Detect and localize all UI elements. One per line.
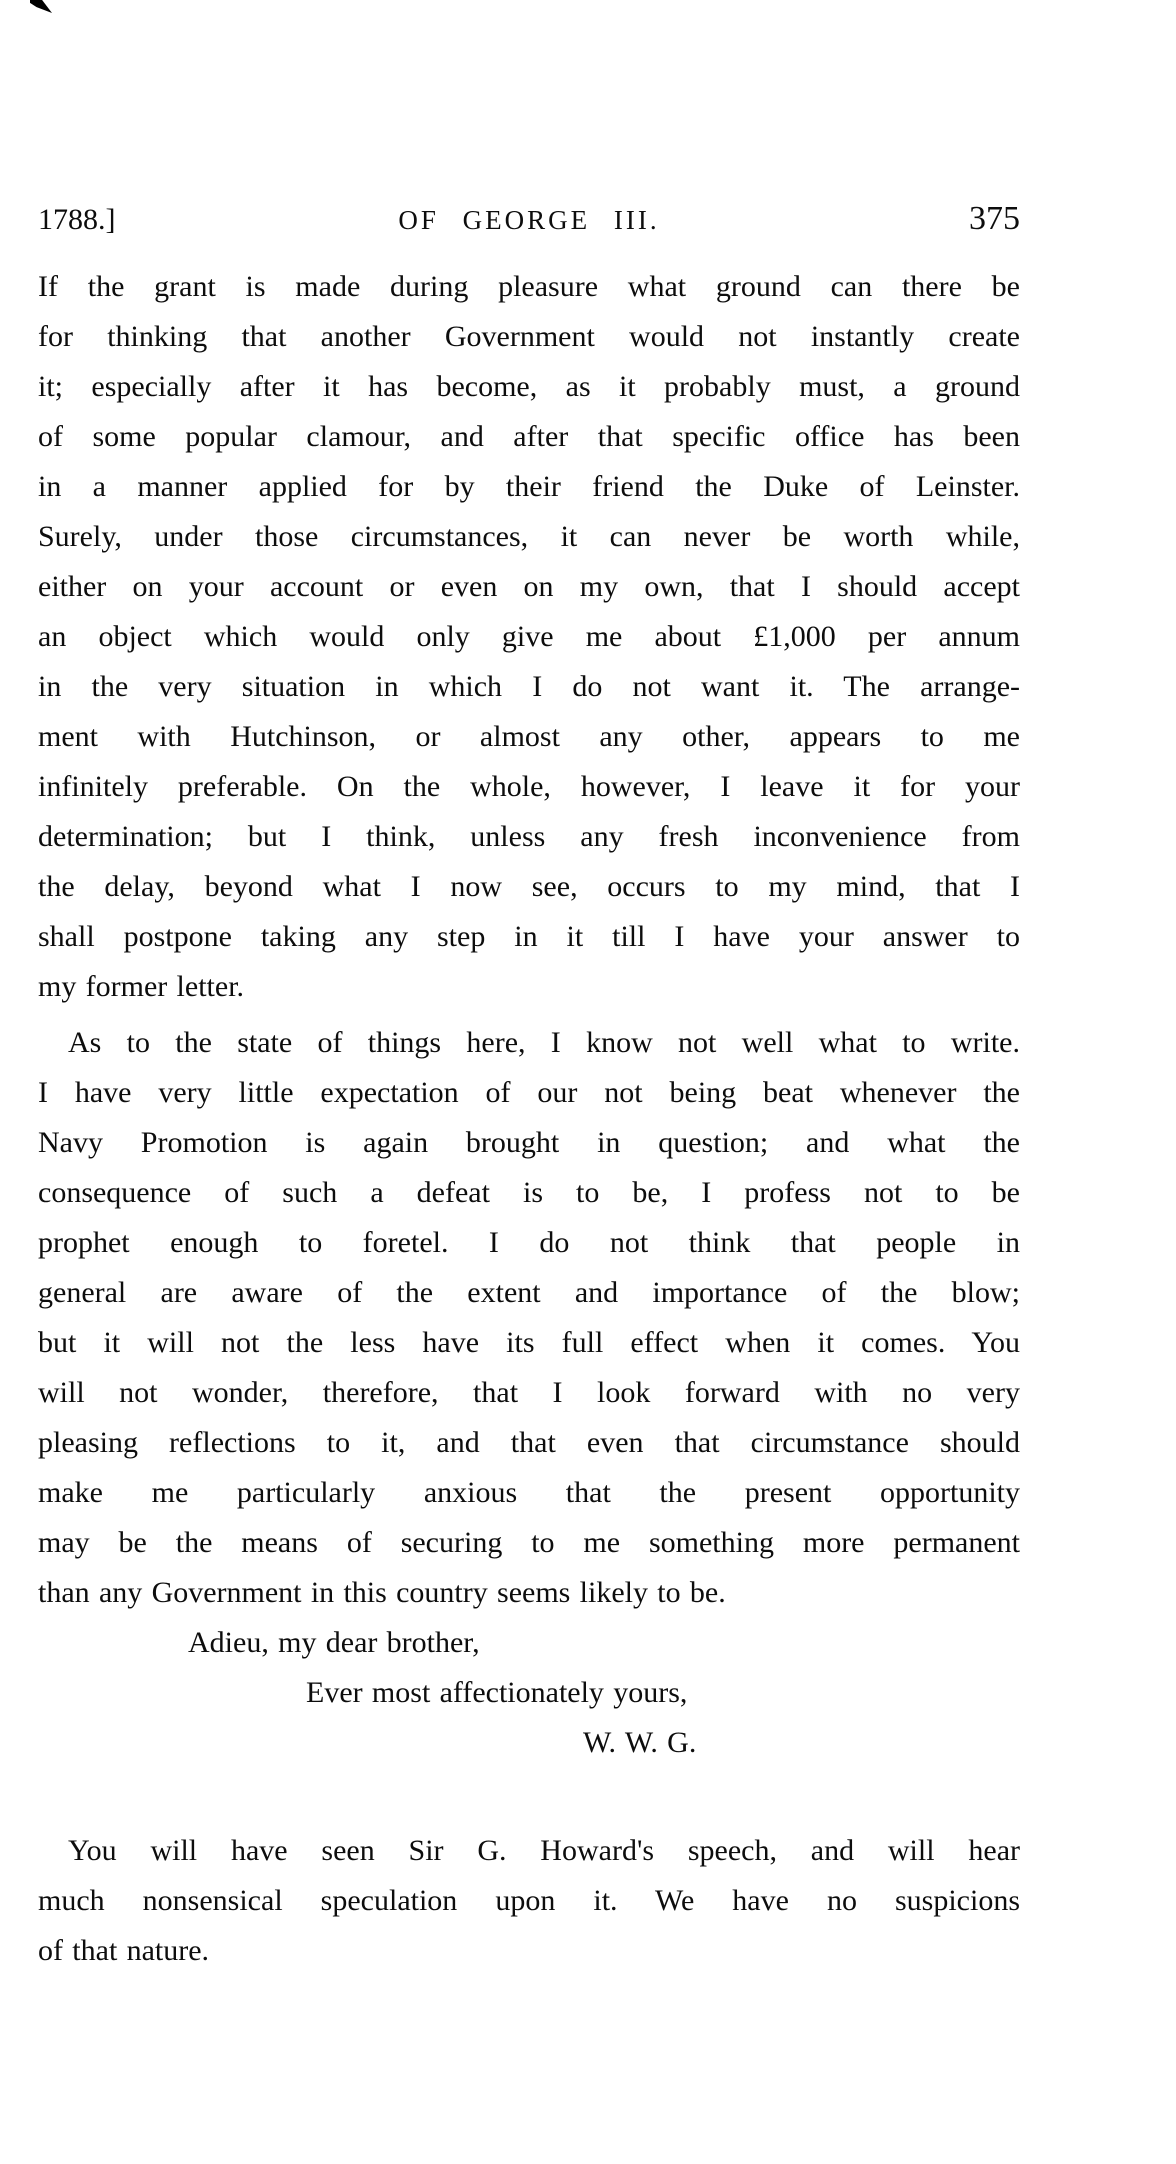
text-line: shall postpone taking any step in it till I have your answer to bbox=[38, 920, 1020, 953]
closing-valediction: Ever most affectionately yours, bbox=[306, 1676, 688, 1709]
page-number: 375 bbox=[969, 200, 1020, 237]
text-line: ment with Hutchinson, or almost any other, appears to me bbox=[38, 720, 1020, 753]
letter-closing bbox=[38, 1618, 1020, 1768]
text-line: As to the state of things here, I know not well what to write. bbox=[68, 1026, 1020, 1059]
text-line: prophet enough to foretel. I do not think that people in bbox=[38, 1226, 1020, 1259]
text-line: in a manner applied for by their friend the Duke of Leinster. bbox=[38, 470, 1020, 503]
ink-blot-mark-icon bbox=[30, 0, 52, 13]
text-line: the delay, beyond what I now see, occurs to my mind, that I bbox=[38, 870, 1020, 903]
text-line: will not wonder, therefore, that I look forward with no very bbox=[38, 1376, 1020, 1409]
text-line: make me particularly anxious that the present opportunity bbox=[38, 1476, 1020, 1509]
text-line: Navy Promotion is again brought in question; and what the bbox=[38, 1126, 1020, 1159]
text-line: Surely, under those circumstances, it can never be worth while, bbox=[38, 520, 1020, 553]
text-line: either on your account or even on my own, that I should accept bbox=[38, 570, 1020, 603]
text-line: my former letter. bbox=[38, 970, 245, 1003]
text-line: for thinking that another Government would not instantly create bbox=[38, 320, 1020, 353]
text-line: in the very situation in which I do not want it. The arrange- bbox=[38, 670, 1020, 703]
text-line: than any Government in this country seems likely to be. bbox=[38, 1576, 726, 1609]
text-line: infinitely preferable. On the whole, however, I leave it for your bbox=[38, 770, 1020, 803]
page-header bbox=[38, 200, 1020, 238]
text-line: of that nature. bbox=[38, 1934, 210, 1967]
text-line: If the grant is made during pleasure what ground can there be bbox=[38, 270, 1020, 303]
text-line: but it will not the less have its full effect when it comes. You bbox=[38, 1326, 1020, 1359]
text-line: it; especially after it has become, as it probably must, a ground bbox=[38, 370, 1020, 403]
text-line: may be the means of securing to me something more permanent bbox=[38, 1526, 1020, 1559]
text-line: general are aware of the extent and importance of the blow; bbox=[38, 1276, 1020, 1309]
text-line: determination; but I think, unless any fresh inconvenience from bbox=[38, 820, 1020, 853]
paragraph bbox=[38, 262, 1020, 1012]
text-line: an object which would only give me about £1,000 per annum bbox=[38, 620, 1020, 653]
text-line: I have very little expectation of our not being beat whenever the bbox=[38, 1076, 1020, 1109]
margin-year-label: 1788.] bbox=[38, 203, 116, 236]
closing-salutation: Adieu, my dear brother, bbox=[188, 1626, 480, 1659]
text-line: much nonsensical speculation upon it. We have no suspicions bbox=[38, 1884, 1020, 1917]
paragraph bbox=[38, 1018, 1020, 1618]
postscript-paragraph bbox=[38, 1826, 1020, 1976]
text-line: consequence of such a defeat is to be, I profess not to be bbox=[38, 1176, 1020, 1209]
running-title: OF GEORGE III. bbox=[398, 205, 660, 235]
text-line: You will have seen Sir G. Howard's speech, and will hear bbox=[68, 1834, 1020, 1867]
text-line: pleasing reflections to it, and that even that circumstance should bbox=[38, 1426, 1020, 1459]
letter-body bbox=[38, 262, 1020, 1976]
signature-initials: W. W. G. bbox=[583, 1726, 697, 1759]
text-line: of some popular clamour, and after that specific office has been bbox=[38, 420, 1020, 453]
